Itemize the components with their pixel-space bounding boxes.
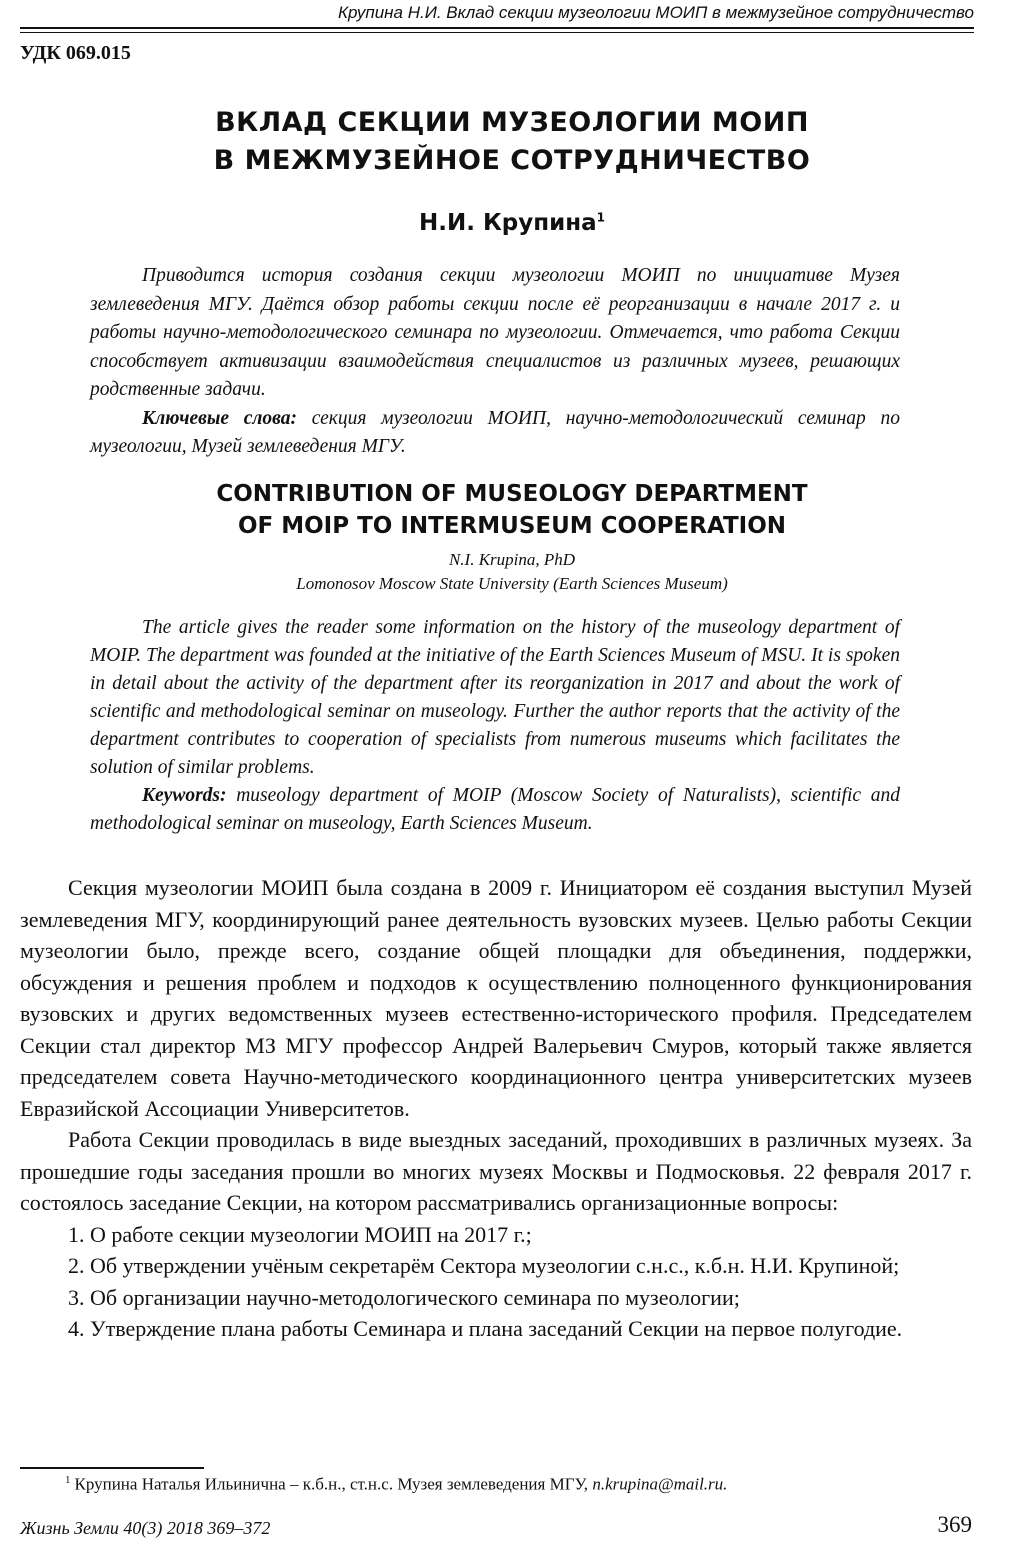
udc-code: УДК 069.015 bbox=[20, 42, 131, 64]
article-title-ru bbox=[60, 104, 964, 180]
author-ru bbox=[0, 210, 1024, 236]
journal-citation: Жизнь Земли 40(3) 2018 369–372 bbox=[20, 1518, 271, 1538]
article-body bbox=[20, 872, 972, 1345]
keywords-ru bbox=[90, 405, 900, 462]
footnote-mark: 1 bbox=[65, 1474, 71, 1486]
author-affiliation: Lomonosov Moscow State University (Earth Sciences Museum) bbox=[296, 574, 728, 593]
body-list-item-4: 4. Утверждение плана работы Семинара и плана заседаний Секции на первое полугодие. bbox=[68, 1316, 903, 1341]
header-rule-thick bbox=[20, 27, 974, 29]
header-rule-thin bbox=[20, 32, 974, 33]
abstract-en-text: The article gives the reader some information on the history of the museology department of MOIP. The department was founded at the initiative of the Earth Sciences Museum of MSU. It is spoken in detail about the activity of the department after its reorganization in 2017 and about the work of scientific and methodological seminar on museology. Further the author reports that the activity of the department contributes to cooperation of specialists from numerous museums which facilitates the solution of similar problems. bbox=[90, 617, 900, 778]
footnote-rule bbox=[20, 1467, 204, 1469]
body-paragraph-2: Работа Секции проводилась в виде выездных заседаний, проходивших в различных музеях. За прошедшие годы заседания прошли во многих музеях Москвы и Подмосковья. 22 февраля 2017 г. состоялось заседание Секции, на котором рассматривались организационные вопросы: bbox=[20, 1127, 972, 1215]
title-en-line2: OF MOIP TO INTERMUSEUM COOPERATION bbox=[237, 513, 787, 539]
article-title-en bbox=[60, 478, 964, 542]
footnote-email: n.krupina@mail.ru. bbox=[592, 1474, 728, 1494]
abstract-ru bbox=[90, 262, 900, 462]
keywords-en-text: museology department of MOIP (Moscow Society of Naturalists), scientific and methodological seminar on museology, Earth Sciences Museum. bbox=[90, 785, 900, 834]
abstract-ru-text: Приводится история создания секции музеологии МОИП по инициативе Музея землеведения МГУ. Даётся обзор работы секции после её реорганизации в начале 2017 г. и работы научно-методологического семинара по музеологии. Отмечается, что работа Секции способствует активизации взаимодействия специалистов из различных музеев, решающих родственные задачи. bbox=[90, 265, 900, 400]
author-en: N.I. Krupina, PhD bbox=[448, 550, 576, 569]
body-list-item-2: 2. Об утверждении учёным секретарём Сектора музеологии с.н.с., к.б.н. Н.И. Крупиной; bbox=[68, 1253, 900, 1278]
footnote-text: Крупина Наталья Ильинична – к.б.н., ст.н.с. Музея землеведения МГУ, bbox=[74, 1474, 593, 1494]
title-ru-line1: ВКЛАД СЕКЦИИ МУЗЕОЛОГИИ МОИП bbox=[215, 107, 809, 138]
keywords-en-label: Keywords: bbox=[142, 785, 227, 806]
running-head: Крупина Н.И. Вклад секции музеологии МОИП в межмузейное сотрудничество bbox=[337, 3, 974, 22]
keywords-ru-text: секция музеологии МОИП, научно-методологический семинар по музеологии, Музей землеведения МГУ. bbox=[90, 407, 900, 457]
author-footnote-mark: 1 bbox=[596, 210, 605, 225]
body-list-item-1: 1. О работе секции музеологии МОИП на 2017 г.; bbox=[68, 1221, 532, 1247]
author-ru-name: Н.И. Крупина bbox=[418, 210, 597, 236]
body-paragraph-1: Секция музеологии МОИП была создана в 2009 г. Инициатором её создания выступил Музей землеведения МГУ, координирующий ранее деятельность вузовских музеев. Целью работы Секции музеологии было, прежде всего, создание общей площадки для объединения, поддержки, обсуждения и решения проблем и подходов к осуществлению полноценного функционирования вузовских и других ведомственных музеев естественно-исторического профиля. Председателем Секции стал директор МЗ МГУ профессор Андрей Валерьевич Смуров, который также является председателем совета Научно-методического координационного центра университетских музеев Евразийской Ассоциации Университетов. bbox=[20, 875, 972, 1121]
title-en-line1: CONTRIBUTION OF MUSEOLOGY DEPARTMENT bbox=[216, 481, 808, 507]
footnote bbox=[65, 1474, 984, 1495]
abstract-en bbox=[90, 614, 900, 838]
body-list-item-3: 3. Об организации научно-методологического семинара по музеологии; bbox=[68, 1284, 740, 1310]
keywords-ru-label: Ключевые слова: bbox=[142, 407, 297, 429]
page-number: 369 bbox=[937, 1512, 972, 1537]
title-ru-line2: В МЕЖМУЗЕЙНОЕ СОТРУДНИЧЕСТВО bbox=[213, 145, 811, 176]
keywords-en bbox=[90, 782, 900, 838]
